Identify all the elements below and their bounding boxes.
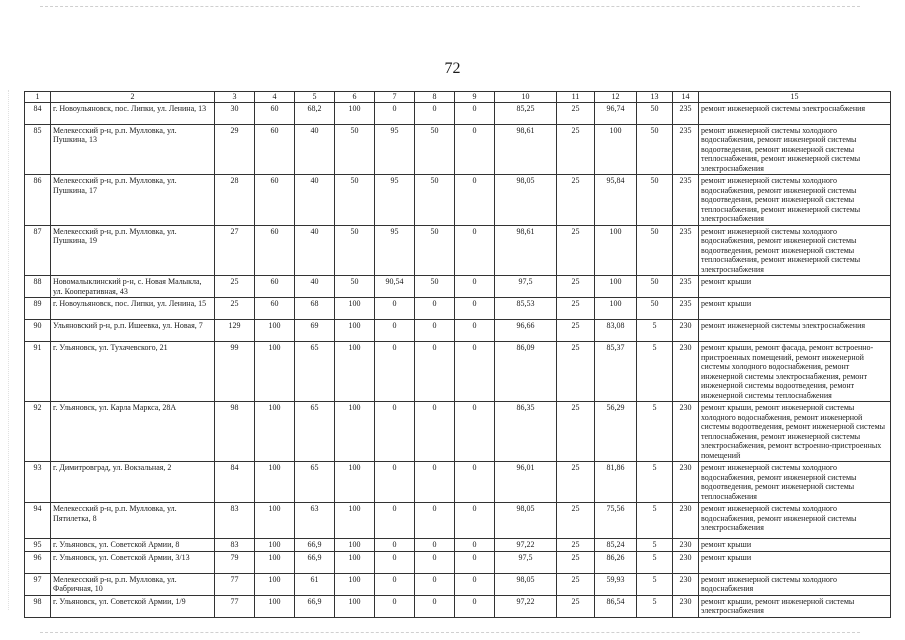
column-header-2: 2 (51, 92, 215, 103)
cell-col-9: 0 (455, 595, 495, 617)
cell-col-4: 100 (255, 402, 295, 462)
cell-col-4: 100 (255, 342, 295, 402)
cell-col-10: 97,5 (495, 276, 557, 298)
cell-col-11: 25 (557, 595, 595, 617)
cell-col-15: ремонт крыши (699, 551, 891, 573)
cell-col-14: 230 (673, 539, 699, 552)
cell-col-11: 25 (557, 342, 595, 402)
cell-col-14: 230 (673, 503, 699, 539)
cell-col-9: 0 (455, 342, 495, 402)
cell-col-8: 0 (415, 539, 455, 552)
cell-col-14: 230 (673, 402, 699, 462)
cell-col-1: 89 (25, 298, 51, 320)
cell-col-4: 60 (255, 124, 295, 175)
cell-col-10: 97,22 (495, 595, 557, 617)
cell-col-14: 235 (673, 102, 699, 124)
column-header-10: 10 (495, 92, 557, 103)
cell-col-14: 230 (673, 320, 699, 342)
cell-col-12: 86,54 (595, 595, 637, 617)
cell-col-6: 100 (335, 298, 375, 320)
cell-col-1: 93 (25, 462, 51, 503)
cell-col-15: ремонт крыши, ремонт фасада, ремонт встроенно-пристроенных помещений, ремонт инженерной системы холодного водоснабжения, ремонт инженерной системы электроснабжения, ремонт инженерной системы водоотведения, ремонт инженерной системы теплоснабжения (699, 342, 891, 402)
cell-col-4: 100 (255, 462, 295, 503)
cell-col-11: 25 (557, 539, 595, 552)
cell-col-9: 0 (455, 124, 495, 175)
cell-col-1: 87 (25, 225, 51, 276)
cell-col-2: Мелекесский р-н, р.п. Мулловка, ул. Пушкина, 19 (51, 225, 215, 276)
cell-col-13: 5 (637, 462, 673, 503)
table-row (25, 124, 891, 175)
cell-col-5: 40 (295, 124, 335, 175)
cell-col-1: 84 (25, 102, 51, 124)
cell-col-9: 0 (455, 276, 495, 298)
cell-col-7: 0 (375, 342, 415, 402)
cell-col-10: 98,61 (495, 225, 557, 276)
cell-col-11: 25 (557, 573, 595, 595)
cell-col-12: 75,56 (595, 503, 637, 539)
cell-col-11: 25 (557, 402, 595, 462)
cell-col-4: 60 (255, 175, 295, 226)
column-header-15: 15 (699, 92, 891, 103)
table-row (25, 320, 891, 342)
cell-col-12: 100 (595, 124, 637, 175)
cell-col-15: ремонт крыши (699, 276, 891, 298)
cell-col-5: 40 (295, 175, 335, 226)
cell-col-1: 90 (25, 320, 51, 342)
cell-col-1: 94 (25, 503, 51, 539)
cell-col-8: 0 (415, 462, 455, 503)
cell-col-8: 0 (415, 551, 455, 573)
cell-col-15: ремонт инженерной системы холодного водоснабжения, ремонт инженерной системы электроснабжения (699, 503, 891, 539)
cell-col-3: 29 (215, 124, 255, 175)
cell-col-5: 66,9 (295, 551, 335, 573)
table-row (25, 503, 891, 539)
page-number: 72 (444, 60, 461, 77)
cell-col-12: 100 (595, 298, 637, 320)
cell-col-1: 98 (25, 595, 51, 617)
cell-col-13: 5 (637, 503, 673, 539)
column-header-6: 6 (335, 92, 375, 103)
cell-col-2: г. Ульяновск, ул. Советской Армии, 1/9 (51, 595, 215, 617)
cell-col-13: 50 (637, 298, 673, 320)
cell-col-15: ремонт инженерной системы электроснабжения (699, 102, 891, 124)
table-row (25, 573, 891, 595)
cell-col-13: 50 (637, 175, 673, 226)
cell-col-3: 77 (215, 595, 255, 617)
cell-col-5: 63 (295, 503, 335, 539)
cell-col-1: 91 (25, 342, 51, 402)
cell-col-1: 85 (25, 124, 51, 175)
cell-col-6: 50 (335, 175, 375, 226)
cell-col-11: 25 (557, 551, 595, 573)
cell-col-9: 0 (455, 539, 495, 552)
table-row (25, 595, 891, 617)
cell-col-8: 50 (415, 225, 455, 276)
cell-col-11: 25 (557, 175, 595, 226)
cell-col-7: 95 (375, 175, 415, 226)
table-row (25, 402, 891, 462)
cell-col-7: 0 (375, 102, 415, 124)
cell-col-4: 100 (255, 320, 295, 342)
cell-col-11: 25 (557, 124, 595, 175)
cell-col-6: 100 (335, 462, 375, 503)
column-header-13: 13 (637, 92, 673, 103)
cell-col-6: 100 (335, 342, 375, 402)
cell-col-13: 50 (637, 124, 673, 175)
cell-col-6: 100 (335, 402, 375, 462)
cell-col-11: 25 (557, 298, 595, 320)
table-row (25, 551, 891, 573)
cell-col-8: 0 (415, 298, 455, 320)
cell-col-2: Мелекесский р-н, р.п. Мулловка, ул. Пятилетка, 8 (51, 503, 215, 539)
cell-col-4: 100 (255, 595, 295, 617)
cell-col-14: 230 (673, 595, 699, 617)
cell-col-5: 66,9 (295, 595, 335, 617)
cell-col-7: 0 (375, 298, 415, 320)
cell-col-10: 85,53 (495, 298, 557, 320)
cell-col-12: 100 (595, 225, 637, 276)
cell-col-3: 84 (215, 462, 255, 503)
cell-col-2: г. Ульяновск, ул. Карла Маркса, 28А (51, 402, 215, 462)
cell-col-11: 25 (557, 276, 595, 298)
cell-col-7: 0 (375, 402, 415, 462)
cell-col-8: 0 (415, 342, 455, 402)
cell-col-6: 50 (335, 225, 375, 276)
cell-col-12: 100 (595, 276, 637, 298)
cell-col-13: 5 (637, 573, 673, 595)
cell-col-12: 96,74 (595, 102, 637, 124)
cell-col-8: 0 (415, 573, 455, 595)
cell-col-3: 129 (215, 320, 255, 342)
cell-col-7: 0 (375, 573, 415, 595)
cell-col-3: 27 (215, 225, 255, 276)
column-header-5: 5 (295, 92, 335, 103)
table-row (25, 175, 891, 226)
cell-col-2: г. Новоульяновск, пос. Липки, ул. Ленина, 15 (51, 298, 215, 320)
cell-col-2: Ульяновский р-н, р.п. Ишеевка, ул. Новая, 7 (51, 320, 215, 342)
cell-col-3: 83 (215, 539, 255, 552)
cell-col-3: 83 (215, 503, 255, 539)
cell-col-8: 0 (415, 102, 455, 124)
cell-col-9: 0 (455, 102, 495, 124)
table-row (25, 298, 891, 320)
table-row (25, 539, 891, 552)
cell-col-7: 0 (375, 462, 415, 503)
cell-col-9: 0 (455, 551, 495, 573)
cell-col-3: 25 (215, 298, 255, 320)
cell-col-7: 95 (375, 225, 415, 276)
cell-col-13: 5 (637, 320, 673, 342)
cell-col-14: 230 (673, 573, 699, 595)
cell-col-9: 0 (455, 320, 495, 342)
cell-col-4: 60 (255, 298, 295, 320)
cell-col-9: 0 (455, 503, 495, 539)
cell-col-4: 60 (255, 102, 295, 124)
cell-col-3: 28 (215, 175, 255, 226)
cell-col-13: 5 (637, 402, 673, 462)
cell-col-6: 100 (335, 320, 375, 342)
cell-col-8: 50 (415, 276, 455, 298)
cell-col-1: 86 (25, 175, 51, 226)
cell-col-13: 50 (637, 276, 673, 298)
cell-col-13: 5 (637, 342, 673, 402)
table-row (25, 225, 891, 276)
cell-col-9: 0 (455, 225, 495, 276)
cell-col-5: 40 (295, 276, 335, 298)
cell-col-15: ремонт крыши (699, 298, 891, 320)
cell-col-7: 0 (375, 595, 415, 617)
cell-col-8: 0 (415, 595, 455, 617)
cell-col-5: 65 (295, 462, 335, 503)
cell-col-6: 100 (335, 551, 375, 573)
cell-col-10: 98,05 (495, 573, 557, 595)
cell-col-5: 65 (295, 342, 335, 402)
cell-col-3: 25 (215, 276, 255, 298)
cell-col-6: 100 (335, 503, 375, 539)
cell-col-5: 66,9 (295, 539, 335, 552)
cell-col-15: ремонт инженерной системы холодного водоснабжения, ремонт инженерной системы водоотведения, ремонт инженерной системы теплоснабжения, ремонт инженерной системы электроснабжения (699, 175, 891, 226)
cell-col-1: 92 (25, 402, 51, 462)
table-row (25, 462, 891, 503)
cell-col-3: 77 (215, 573, 255, 595)
cell-col-5: 68,2 (295, 102, 335, 124)
cell-col-11: 25 (557, 102, 595, 124)
cell-col-9: 0 (455, 402, 495, 462)
cell-col-7: 0 (375, 539, 415, 552)
cell-col-15: ремонт инженерной системы холодного водоснабжения, ремонт инженерной системы водоотведения, ремонт инженерной системы теплоснабжения, ремонт инженерной системы электроснабжения (699, 225, 891, 276)
cell-col-9: 0 (455, 175, 495, 226)
cell-col-11: 25 (557, 503, 595, 539)
cell-col-8: 0 (415, 402, 455, 462)
table-row (25, 342, 891, 402)
cell-col-2: г. Ульяновск, ул. Тухачевского, 21 (51, 342, 215, 402)
cell-col-8: 50 (415, 175, 455, 226)
cell-col-12: 83,08 (595, 320, 637, 342)
cell-col-13: 50 (637, 102, 673, 124)
column-header-9: 9 (455, 92, 495, 103)
cell-col-10: 86,35 (495, 402, 557, 462)
column-header-14: 14 (673, 92, 699, 103)
cell-col-6: 100 (335, 102, 375, 124)
cell-col-14: 230 (673, 462, 699, 503)
cell-col-10: 96,01 (495, 462, 557, 503)
housing-repair-table (24, 91, 891, 618)
cell-col-5: 40 (295, 225, 335, 276)
column-header-1: 1 (25, 92, 51, 103)
cell-col-5: 68 (295, 298, 335, 320)
cell-col-5: 61 (295, 573, 335, 595)
cell-col-15: ремонт инженерной системы электроснабжения (699, 320, 891, 342)
cell-col-4: 60 (255, 276, 295, 298)
cell-col-11: 25 (557, 225, 595, 276)
cell-col-3: 98 (215, 402, 255, 462)
cell-col-12: 59,93 (595, 573, 637, 595)
cell-col-14: 235 (673, 225, 699, 276)
cell-col-13: 5 (637, 539, 673, 552)
cell-col-9: 0 (455, 462, 495, 503)
cell-col-13: 5 (637, 551, 673, 573)
cell-col-3: 30 (215, 102, 255, 124)
cell-col-9: 0 (455, 573, 495, 595)
cell-col-2: Мелекесский р-н, р.п. Мулловка, ул. Фабричная, 10 (51, 573, 215, 595)
column-header-8: 8 (415, 92, 455, 103)
cell-col-1: 95 (25, 539, 51, 552)
cell-col-10: 96,66 (495, 320, 557, 342)
cell-col-14: 230 (673, 342, 699, 402)
cell-col-4: 100 (255, 539, 295, 552)
cell-col-14: 230 (673, 551, 699, 573)
cell-col-15: ремонт инженерной системы холодного водоснабжения, ремонт инженерной системы водоотведения, ремонт инженерной системы теплоснабжения (699, 462, 891, 503)
cell-col-12: 86,26 (595, 551, 637, 573)
cell-col-6: 100 (335, 539, 375, 552)
scan-artifact-top (40, 6, 860, 7)
cell-col-4: 100 (255, 503, 295, 539)
cell-col-14: 235 (673, 124, 699, 175)
cell-col-2: Новомалыклинский р-н, с. Новая Малыкла, ул. Кооперативная, 43 (51, 276, 215, 298)
cell-col-12: 81,86 (595, 462, 637, 503)
cell-col-1: 96 (25, 551, 51, 573)
cell-col-3: 79 (215, 551, 255, 573)
cell-col-8: 0 (415, 503, 455, 539)
cell-col-5: 69 (295, 320, 335, 342)
column-header-3: 3 (215, 92, 255, 103)
cell-col-12: 85,37 (595, 342, 637, 402)
cell-col-6: 50 (335, 124, 375, 175)
cell-col-7: 0 (375, 320, 415, 342)
cell-col-14: 235 (673, 298, 699, 320)
cell-col-10: 85,25 (495, 102, 557, 124)
cell-col-15: ремонт крыши, ремонт инженерной системы холодного водоснабжения, ремонт инженерной системы водоотведения, ремонт инженерной системы теплоснабжения, ремонт инженерной системы электроснабжения, ремонт встроенно-пристроенных помещений (699, 402, 891, 462)
cell-col-4: 60 (255, 225, 295, 276)
cell-col-2: г. Димитровград, ул. Вокзальная, 2 (51, 462, 215, 503)
cell-col-2: Мелекесский р-н, р.п. Мулловка, ул. Пушкина, 17 (51, 175, 215, 226)
header-row (25, 92, 891, 103)
cell-col-6: 100 (335, 573, 375, 595)
cell-col-2: г. Новоульяновск, пос. Липки, ул. Ленина, 13 (51, 102, 215, 124)
cell-col-7: 90,54 (375, 276, 415, 298)
cell-col-12: 85,24 (595, 539, 637, 552)
cell-col-7: 0 (375, 503, 415, 539)
cell-col-11: 25 (557, 462, 595, 503)
cell-col-10: 98,05 (495, 503, 557, 539)
scan-artifact-bottom (40, 632, 860, 633)
cell-col-1: 97 (25, 573, 51, 595)
column-header-12: 12 (595, 92, 637, 103)
cell-col-10: 97,22 (495, 539, 557, 552)
cell-col-3: 99 (215, 342, 255, 402)
cell-col-7: 0 (375, 551, 415, 573)
cell-col-15: ремонт инженерной системы холодного водоснабжения, ремонт инженерной системы водоотведения, ремонт инженерной системы теплоснабжения, ремонт инженерной системы электроснабжения (699, 124, 891, 175)
cell-col-9: 0 (455, 298, 495, 320)
cell-col-15: ремонт инженерной системы холодного водоснабжения (699, 573, 891, 595)
cell-col-8: 50 (415, 124, 455, 175)
cell-col-4: 100 (255, 551, 295, 573)
cell-col-5: 65 (295, 402, 335, 462)
cell-col-14: 235 (673, 276, 699, 298)
cell-col-6: 100 (335, 595, 375, 617)
cell-col-10: 98,61 (495, 124, 557, 175)
cell-col-2: г. Ульяновск, ул. Советской Армии, 3/13 (51, 551, 215, 573)
cell-col-7: 95 (375, 124, 415, 175)
cell-col-15: ремонт крыши, ремонт инженерной системы электроснабжения (699, 595, 891, 617)
cell-col-2: Мелекесский р-н, р.п. Мулловка, ул. Пушкина, 13 (51, 124, 215, 175)
cell-col-12: 56,29 (595, 402, 637, 462)
cell-col-10: 98,05 (495, 175, 557, 226)
cell-col-6: 50 (335, 276, 375, 298)
table-body (25, 102, 891, 617)
cell-col-12: 95,84 (595, 175, 637, 226)
column-header-7: 7 (375, 92, 415, 103)
column-header-11: 11 (557, 92, 595, 103)
cell-col-14: 235 (673, 175, 699, 226)
table-row (25, 276, 891, 298)
cell-col-15: ремонт крыши (699, 539, 891, 552)
column-header-4: 4 (255, 92, 295, 103)
scan-artifact-side (8, 90, 9, 610)
cell-col-1: 88 (25, 276, 51, 298)
cell-col-4: 100 (255, 573, 295, 595)
cell-col-10: 97,5 (495, 551, 557, 573)
cell-col-13: 50 (637, 225, 673, 276)
table-row (25, 102, 891, 124)
cell-col-13: 5 (637, 595, 673, 617)
cell-col-8: 0 (415, 320, 455, 342)
cell-col-11: 25 (557, 320, 595, 342)
cell-col-10: 86,09 (495, 342, 557, 402)
cell-col-2: г. Ульяновск, ул. Советской Армии, 8 (51, 539, 215, 552)
